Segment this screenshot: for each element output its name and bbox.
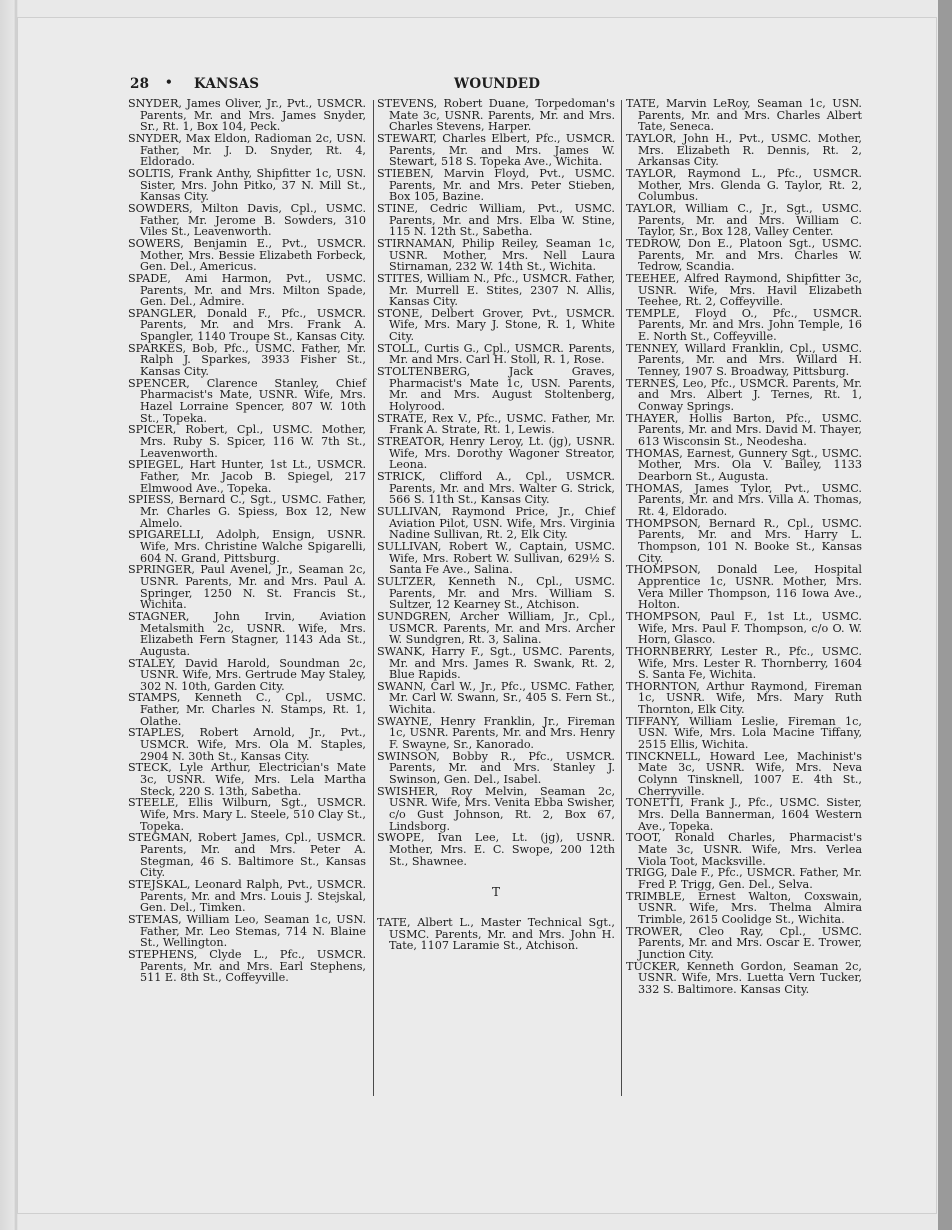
casualty-entry: TEDROW, Don E., Platoon Sgt., USMC. Parents, Mr. and Mrs. Charles W. Tedrow, Scandia. (626, 236, 862, 274)
casualty-entry: THOMAS, James Tylor, Pvt., USMC. Parents, Mr. and Mrs. Villa A. Thomas, Rt. 4, Eldorado. (626, 481, 862, 518)
casualty-entry: THORNBERRY, Lester R., Pfc., USMC. Wife, Mrs. Lester R. Thornberry, 1604 S. Santa Fe, Wichita. (626, 644, 862, 682)
casualty-entry: STEJSKAL, Leonard Ralph, Pvt., USMCR. Parents, Mr. and Mrs. Louis J. Stejskal, Gen. Del., Timken. (128, 877, 366, 915)
casualty-entry: SWOPE, Ivan Lee, Lt. (jg), USNR. Mother, Mrs. E. C. Swope, 200 12th St., Shawnee. (377, 831, 615, 868)
casualty-entry: STEVENS, Robert Duane, Torpedoman's Mate 3c, USNR. Parents, Mr. and Mrs. Charles Stevens, Harper. (377, 97, 615, 134)
casualty-entry: SOWDERS, Milton Davis, Cpl., USMC. Father, Mr. Jerome B. Sowders, 310 Viles St., Leavenworth. (128, 201, 366, 239)
casualty-entry: STAPLES, Robert Arnold, Jr., Pvt., USMCR. Wife, Mrs. Ola M. Staples, 2904 N. 30th St., Kansas City. (128, 726, 366, 763)
casualty-entry: SWINSON, Bobby R., Pfc., USMCR. Parents, Mr. and Mrs. Stanley J. Swinson, Gen. Del., Isabel. (377, 749, 615, 787)
casualty-entry: TRIGG, Dale F., Pfc., USMCR. Father, Mr. Fred P. Trigg, Gen. Del., Selva. (626, 866, 862, 891)
casualty-entry: SPICER, Robert, Cpl., USMC. Mother, Mrs. Ruby S. Spicer, 116 W. 7th St., Leavenworth. (128, 423, 366, 460)
casualty-entry: STEGMAN, Robert James, Cpl., USMCR. Parents, Mr. and Mrs. Peter A. Stegman, 46 S. Baltimore St., Kansas City. (128, 831, 366, 880)
casualty-entry: STEPHENS, Clyde L., Pfc., USMCR. Parents, Mr. and Mrs. Earl Stephens, 511 E. 8th St., Coffeyville. (128, 947, 366, 985)
casualty-entry: THAYER, Hollis Barton, Pfc., USMC. Parents, Mr. and Mrs. David M. Thayer, 613 Wisconsin St., Neodesha. (626, 411, 862, 449)
casualty-entry: THOMPSON, Donald Lee, Hospital Apprentice 1c, USNR. Mother, Mrs. Vera Miller Thompson, 116 Iowa Ave., Holton. (626, 563, 862, 612)
state-name: KANSAS (194, 76, 260, 92)
casualty-entry: TAYLOR, William C., Jr., Sgt., USMC. Parents, Mr. and Mrs. William C. Taylor, Sr., Box 128, Valley Center. (626, 201, 862, 239)
casualty-entry: TUCKER, Kenneth Gordon, Seaman 2c, USNR. Wife, Mrs. Luetta Vern Tucker, 332 S. Baltimore. Kansas City. (626, 959, 862, 996)
scan-edge (938, 0, 952, 1230)
casualty-entry: TRIMBLE, Ernest Walton, Coxswain, USNR. Wife, Mrs. Thelma Almira Trimble, 2615 Coolidge St., Wichita. (626, 889, 862, 926)
casualty-entry: TAYLOR, Raymond L., Pfc., USMCR. Mother, Mrs. Glenda G. Taylor, Rt. 2, Columbus. (626, 166, 862, 204)
casualty-entry: STECK, Lyle Arthur, Electrician's Mate 3c, USNR. Wife, Mrs. Lela Martha Steck, 220 S. 13th, Sabetha. (128, 761, 366, 798)
casualty-entry: THOMPSON, Bernard R., Cpl., USMC. Parents, Mr. and Mrs. Harry L. Thompson, 101 N. Booke St., Kansas City. (626, 516, 862, 565)
casualty-entry: STEWART, Charles Elbert, Pfc., USMCR. Parents, Mr. and Mrs. James W. Stewart, 518 S. Topeka Ave., Wichita. (377, 131, 615, 169)
bullet-separator: • (165, 75, 173, 89)
casualty-entry: TONETTI, Frank J., Pfc., USMC. Sister, Mrs. Della Bannerman, 1604 Western Ave., Topeka. (626, 796, 862, 833)
letter-heading: T (491, 885, 500, 900)
casualty-entry: STOLTENBERG, Jack Graves, Pharmacist's Mate 1c, USN. Parents, Mr. and Mrs. August Stoltenberg, Holyrood. (377, 365, 615, 414)
casualty-entry: SULTZER, Kenneth N., Cpl., USMC. Parents, Mr. and Mrs. William S. Sultzer, 12 Kearney St., Atchison. (377, 574, 615, 612)
column-divider (621, 100, 622, 1096)
column-3 (626, 98, 862, 996)
casualty-entry: SULLIVAN, Raymond Price, Jr., Chief Aviation Pilot, USN. Wife, Mrs. Virginia Nadine Sullivan, Rt. 2, Elk City. (377, 504, 615, 542)
casualty-entry: SPIEGEL, Hart Hunter, 1st Lt., USMCR. Father, Mr. Jacob B. Spiegel, 217 Elmwood Ave., Topeka. (128, 458, 366, 495)
casualty-entry: TOOT, Ronald Charles, Pharmacist's Mate 3c, USNR. Wife, Mrs. Verlea Viola Toot, Macksville. (626, 831, 862, 868)
casualty-entry: STREATOR, Henry Leroy, Lt. (jg), USNR. Wife, Mrs. Dorothy Wagoner Streator, Leona. (377, 435, 615, 472)
casualty-entry: STAMPS, Kenneth C., Cpl., USMC. Father, Mr. Charles N. Stamps, Rt. 1, Olathe. (128, 691, 366, 728)
section-title: WOUNDED (454, 76, 541, 92)
casualty-entry: STINE, Cedric William, Pvt., USMC. Parents, Mr. and Mrs. Elba W. Stine, 115 N. 12th St., Sabetha. (377, 201, 615, 239)
casualty-entry: SWISHER, Roy Melvin, Seaman 2c, USNR. Wife, Mrs. Venita Ebba Swisher, c/o Gust Johnson, Rt. 2, Box 67, Lindsborg. (377, 784, 615, 833)
casualty-entry: TATE, Marvin LeRoy, Seaman 1c, USN. Parents, Mr. and Mrs. Charles Albert Tate, Seneca. (626, 97, 862, 134)
casualty-entry: SNYDER, James Oliver, Jr., Pvt., USMCR. Parents, Mr. and Mrs. James Snyder, Sr., Rt. 1, Box 104, Peck. (128, 97, 366, 134)
casualty-entry: STAGNER, John Irvin, Aviation Metalsmith 2c, USNR. Wife, Mrs. Elizabeth Fern Stagner, 1143 Ada St., Augusta. (128, 609, 366, 658)
casualty-entry: SWAYNE, Henry Franklin, Jr., Fireman 1c, USNR. Parents, Mr. and Mrs. Henry F. Swayne, Sr., Kanorado. (377, 714, 615, 752)
casualty-entry: THOMAS, Earnest, Gunnery Sgt., USMC. Mother, Mrs. Ola V. Bailey, 1133 Dearborn St., Augusta. (626, 446, 862, 483)
casualty-entry: SPIGARELLI, Adolph, Ensign, USNR. Wife, Mrs. Christine Walche Spigarelli, 604 N. Grand, Pittsburg. (128, 528, 366, 565)
casualty-entry: STALEY, David Harold, Soundman 2c, USNR. Wife, Mrs. Gertrude May Staley, 302 N. 10th, Garden City. (128, 656, 366, 693)
casualty-entry: TROWER, Cleo Ray, Cpl., USMC. Parents, Mr. and Mrs. Oscar E. Trower, Junction City. (626, 924, 862, 961)
casualty-entry: STIRNAMAN, Philip Reiley, Seaman 1c, USNR. Mother, Mrs. Nell Laura Stirnaman, 232 W. 14th St., Wichita. (377, 236, 615, 274)
casualty-entry: STOLL, Curtis G., Cpl., USMCR. Parents, Mr. and Mrs. Carl H. Stoll, R. 1, Rose. (377, 341, 615, 367)
column-1 (128, 98, 366, 984)
casualty-entry: TATE, Albert L., Master Technical Sgt., USMC. Parents, Mr. and Mrs. John H. Tate, 1107 Laramie St., Atchison. (377, 915, 615, 953)
casualty-entry: SOWERS, Benjamin E., Pvt., USMCR. Mother, Mrs. Bessie Elizabeth Forbeck, Gen. Del., Americus. (128, 236, 366, 274)
column-divider (373, 100, 374, 1096)
casualty-entry: SPADE, Ami Harmon, Pvt., USMC. Parents, Mr. and Mrs. Milton Spade, Gen. Del., Admire. (128, 271, 366, 309)
casualty-entry: TAYLOR, John H., Pvt., USMC. Mother, Mrs. Elizabeth R. Dennis, Rt. 2, Arkansas City. (626, 131, 862, 169)
casualty-entry: THORNTON, Arthur Raymond, Fireman 1c, USNR. Wife, Mrs. Mary Ruth Thornton, Elk City. (626, 679, 862, 717)
casualty-entry: SPENCER, Clarence Stanley, Chief Pharmacist's Mate, USNR. Wife, Mrs. Hazel Lorraine Spencer, 807 W. 10th St., Topeka. (128, 376, 366, 425)
casualty-entry: TENNEY, Willard Franklin, Cpl., USMC. Parents, Mr. and Mrs. Willard H. Tenney, 1907 S. Broadway, Pittsburg. (626, 341, 862, 379)
casualty-entry: STIEBEN, Marvin Floyd, Pvt., USMC. Parents, Mr. and Mrs. Peter Stieben, Box 105, Bazine. (377, 166, 615, 204)
casualty-entry: TERNES, Leo, Pfc., USMCR. Parents, Mr. and Mrs. Albert J. Ternes, Rt. 1, Conway Springs. (626, 376, 862, 414)
casualty-entry: SPANGLER, Donald F., Pfc., USMCR. Parents, Mr. and Mrs. Frank A. Spangler, 1140 Troupe St., Kansas City. (128, 306, 366, 344)
casualty-entry: TEEHEE, Alfred Raymond, Shipfitter 3c, USNR. Wife, Mrs. Havil Elizabeth Teehee, Rt. 2, Coffeyville. (626, 271, 862, 309)
casualty-entry: STONE, Delbert Grover, Pvt., USMCR. Wife, Mrs. Mary J. Stone, R. 1, White City. (377, 306, 615, 344)
casualty-entry: SULLIVAN, Robert W., Captain, USMC. Wife, Mrs. Robert W. Sullivan, 629½ S. Santa Fe Ave., Salina. (377, 539, 615, 577)
casualty-entry: TINCKNELL, Howard Lee, Machinist's Mate 3c, USNR. Wife, Mrs. Neva Colynn Tinsknell, 1007 E. 4th St., Cherryville. (626, 749, 862, 798)
casualty-entry: SPIESS, Bernard C., Sgt., USMC. Father, Mr. Charles G. Spiess, Box 12, New Almelo. (128, 493, 366, 530)
page-number: 28 (130, 76, 150, 92)
casualty-entry: SPARKES, Bob, Pfc., USMC. Father, Mr. Ralph J. Sparkes, 3933 Fisher St., Kansas City. (128, 341, 366, 379)
casualty-entry: THOMPSON, Paul F., 1st Lt., USMC. Wife, Mrs. Paul F. Thompson, c/o O. W. Horn, Glasco. (626, 609, 862, 647)
casualty-entry: SPRINGER, Paul Avenel, Jr., Seaman 2c, USNR. Parents, Mr. and Mrs. Paul A. Springer, 1250 N. St. Francis St., Wichita. (128, 563, 366, 612)
casualty-entry: SWANN, Carl W., Jr., Pfc., USMC. Father, Mr. Carl W. Swann, Sr., 405 S. Fern St., Wichita. (377, 679, 615, 717)
casualty-entry: TEMPLE, Floyd O., Pfc., USMCR. Parents, Mr. and Mrs. John Temple, 16 E. North St., Coffeyville. (626, 306, 862, 344)
casualty-entry: SOLTIS, Frank Anthy, Shipfitter 1c, USN. Sister, Mrs. John Pitko, 37 N. Mill St., Kansas City. (128, 166, 366, 204)
casualty-entry: SNYDER, Max Eldon, Radioman 2c, USN. Father, Mr. J. D. Snyder, Rt. 4, Eldorado. (128, 131, 366, 169)
casualty-entry: STITES, William N., Pfc., USMCR. Father, Mr. Murrell E. Stites, 2307 N. Allis, Kansas City. (377, 271, 615, 309)
casualty-entry: TIFFANY, William Leslie, Fireman 1c, USN. Wife, Mrs. Lola Macine Tiffany, 2515 Ellis, Wichita. (626, 714, 862, 752)
casualty-entry: STRICK, Clifford A., Cpl., USMCR. Parents, Mr. and Mrs. Walter G. Strick, 566 S. 11th St., Kansas City. (377, 470, 615, 507)
casualty-entry: STRATE, Rex V., Pfc., USMC. Father, Mr. Frank A. Strate, Rt. 1, Lewis. (377, 411, 615, 437)
casualty-entry: STEMAS, William Leo, Seaman 1c, USN. Father, Mr. Leo Stemas, 714 N. Blaine St., Wellington. (128, 912, 366, 950)
casualty-entry: SUNDGREN, Archer William, Jr., Cpl., USMCR. Parents, Mr. and Mrs. Archer W. Sundgren, Rt. 3, Salina. (377, 609, 615, 647)
casualty-entry: SWANK, Harry F., Sgt., USMC. Parents, Mr. and Mrs. James R. Swank, Rt. 2, Blue Rapids. (377, 644, 615, 682)
page-header (130, 76, 866, 96)
column-2 (377, 98, 615, 952)
casualty-entry: STEELE, Ellis Wilburn, Sgt., USMCR. Wife, Mrs. Mary L. Steele, 510 Clay St., Topeka. (128, 796, 366, 833)
